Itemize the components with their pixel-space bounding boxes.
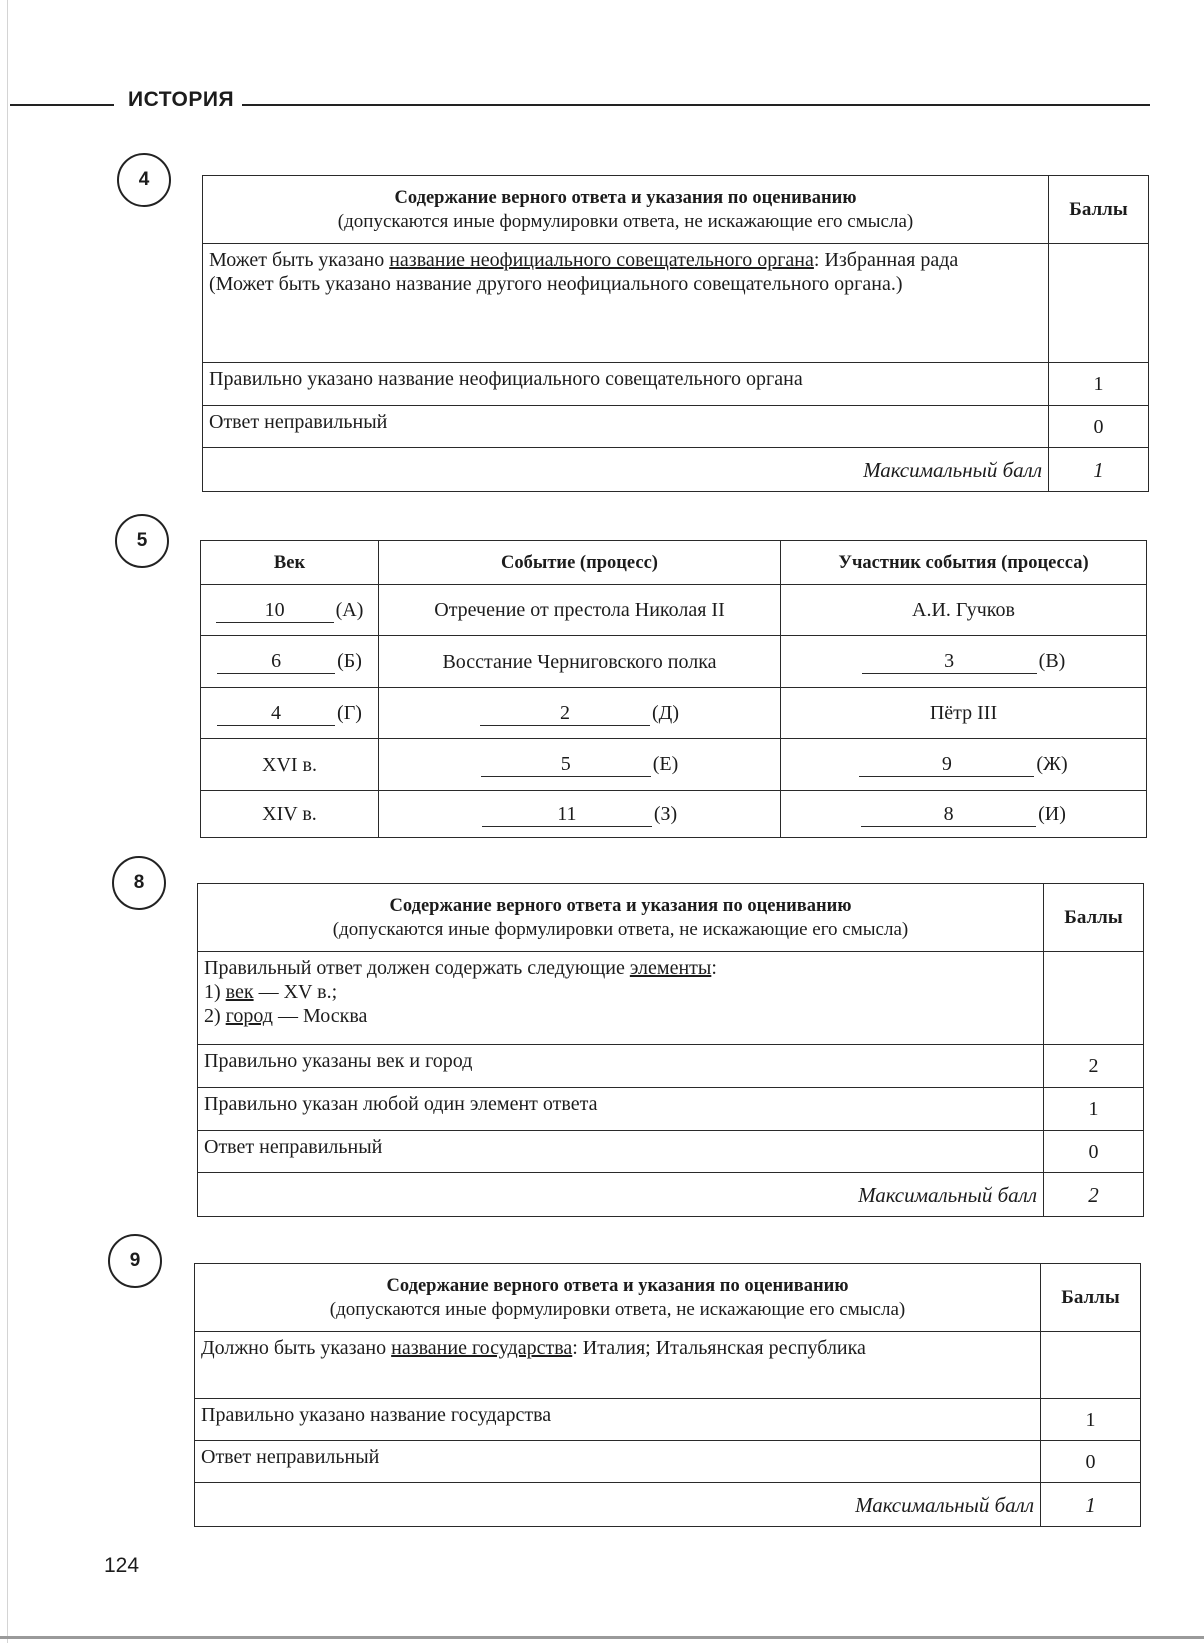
- answer-label: (Д): [652, 701, 679, 724]
- task-4-number: 4: [117, 153, 171, 207]
- max-score-row: [195, 1483, 1141, 1527]
- century-cell: [201, 688, 379, 739]
- answer-item-key: век: [225, 981, 254, 1003]
- answer-blank: 11: [482, 804, 652, 827]
- answer-content: [195, 1332, 1041, 1399]
- max-score-value: 1: [1049, 448, 1149, 492]
- criterion-row: [195, 1441, 1141, 1483]
- max-score-label: Максимальный балл: [195, 1483, 1041, 1527]
- max-score-row: [198, 1173, 1144, 1217]
- criterion-row: [198, 1045, 1144, 1088]
- table-header-row: [195, 1264, 1141, 1332]
- criterion-score: 0: [1049, 406, 1149, 448]
- answer-value: : Италия; Итальянская республика: [572, 1337, 866, 1359]
- criterion-score: 1: [1041, 1399, 1141, 1441]
- task-4-table: [202, 175, 1149, 492]
- criteria-header: [195, 1264, 1041, 1332]
- table-row: [201, 636, 1147, 688]
- event-cell: [379, 791, 781, 838]
- answer-blank: 2: [480, 703, 650, 726]
- answer-label: (А): [335, 598, 364, 621]
- criteria-note: (допускаются иные формулировки ответа, не искажающие его смысла): [329, 1298, 906, 1320]
- task-8-number: 8: [112, 856, 166, 910]
- answer-label: (В): [1038, 650, 1066, 672]
- participant-cell: [781, 791, 1147, 838]
- answer-label: (З): [653, 802, 678, 825]
- answer-row: [195, 1332, 1141, 1399]
- criterion-text: Ответ неправильный: [198, 1131, 1044, 1173]
- table-header-row: [198, 884, 1144, 952]
- century-cell: [201, 585, 379, 636]
- criterion-score: 1: [1044, 1088, 1144, 1131]
- answer-row: [203, 244, 1149, 363]
- answer-label: (И): [1038, 802, 1066, 825]
- answer-label: (Ж): [1036, 753, 1068, 775]
- header-rule-left: [10, 104, 114, 106]
- criterion-score: 0: [1044, 1131, 1144, 1173]
- points-header: Баллы: [1049, 176, 1149, 244]
- event-cell: [379, 739, 781, 791]
- answer-label: (Б): [337, 650, 362, 672]
- answer-intro-end: :: [711, 957, 717, 979]
- answer-key-term: название государства: [391, 1337, 573, 1359]
- answer-blank: 9: [859, 754, 1034, 777]
- answer-label: (Г): [337, 701, 362, 724]
- answer-content: [198, 952, 1044, 1045]
- table-row: [201, 688, 1147, 739]
- answer-blank: 3: [862, 651, 1037, 674]
- criterion-score: 0: [1041, 1441, 1141, 1483]
- criterion-row: [203, 363, 1149, 406]
- page-edge: [7, 0, 8, 1643]
- answer-item-number: 2): [204, 1005, 226, 1027]
- criterion-score: 2: [1044, 1045, 1144, 1088]
- criteria-title: Содержание верного ответа и указания по оцениванию: [389, 895, 852, 916]
- criteria-title: Содержание верного ответа и указания по оцениванию: [386, 1275, 849, 1296]
- participant-cell: А.И. Гучков: [781, 585, 1147, 636]
- answer-score-cell: [1049, 244, 1149, 363]
- answer-item-number: 1): [204, 981, 226, 1003]
- criterion-text: Правильно указан любой один элемент ответа: [198, 1088, 1044, 1131]
- answer-prefix: Может быть указано: [209, 249, 390, 271]
- event-cell: Отречение от престола Николая II: [379, 585, 781, 636]
- task-8-table: [197, 883, 1144, 1217]
- criterion-row: [198, 1088, 1144, 1131]
- task-5-number: 5: [115, 514, 169, 568]
- bottom-edge-line: [0, 1636, 1204, 1639]
- criterion-row: [203, 406, 1149, 448]
- century-cell: [201, 636, 379, 688]
- criterion-row: [195, 1399, 1141, 1441]
- answer-value: : Избранная рада: [813, 249, 959, 271]
- answer-blank: 5: [481, 754, 651, 777]
- answer-blank: 6: [217, 651, 335, 674]
- subject-title: ИСТОРИЯ: [128, 88, 235, 111]
- criterion-score: 1: [1049, 363, 1149, 406]
- event-cell: [379, 688, 781, 739]
- max-score-label: Максимальный балл: [198, 1173, 1044, 1217]
- header-rule-right: [242, 104, 1150, 106]
- table-row: [201, 739, 1147, 791]
- max-score-label: Максимальный балл: [203, 448, 1049, 492]
- participant-cell: [781, 739, 1147, 791]
- criteria-header: [203, 176, 1049, 244]
- answer-note: (Может быть указано название другого неофициального совещательного органа.): [209, 273, 903, 295]
- criterion-text: Ответ неправильный: [203, 406, 1049, 448]
- answer-label: (Е): [652, 753, 679, 775]
- criteria-title: Содержание верного ответа и указания по оцениванию: [394, 187, 857, 208]
- table-row: [201, 791, 1147, 838]
- answer-content: [203, 244, 1049, 363]
- answer-row: [198, 952, 1144, 1045]
- header-event: Событие (процесс): [379, 541, 781, 585]
- answer-score-cell: [1044, 952, 1144, 1045]
- century-cell: XIV в.: [201, 791, 379, 838]
- max-score-value: 2: [1044, 1173, 1144, 1217]
- answer-blank: 10: [216, 600, 334, 623]
- task-9-table: [194, 1263, 1141, 1527]
- max-score-row: [203, 448, 1149, 492]
- participant-cell: [781, 636, 1147, 688]
- criteria-header: [198, 884, 1044, 952]
- answer-score-cell: [1041, 1332, 1141, 1399]
- table-header-row: [201, 541, 1147, 585]
- page-number: 124: [104, 1554, 140, 1577]
- criterion-text: Правильно указано название государства: [195, 1399, 1041, 1441]
- points-header: Баллы: [1044, 884, 1144, 952]
- answer-item-value: — Москва: [272, 1005, 368, 1027]
- criteria-note: (допускаются иные формулировки ответа, не искажающие его смысла): [332, 918, 909, 940]
- points-header: Баллы: [1041, 1264, 1141, 1332]
- criterion-text: Ответ неправильный: [195, 1441, 1041, 1483]
- task-9-number: 9: [108, 1234, 162, 1288]
- criterion-text: Правильно указаны век и город: [198, 1045, 1044, 1088]
- answer-key-term: элементы: [629, 957, 712, 979]
- max-score-value: 1: [1041, 1483, 1141, 1527]
- answer-blank: 4: [217, 703, 335, 726]
- table-header-row: [203, 176, 1149, 244]
- table-row: [201, 585, 1147, 636]
- participant-cell: Пётр III: [781, 688, 1147, 739]
- criterion-row: [198, 1131, 1144, 1173]
- task-5-table: [200, 540, 1147, 838]
- answer-prefix: Должно быть указано: [201, 1337, 392, 1359]
- answer-intro: Правильный ответ должен содержать следующие: [204, 957, 630, 979]
- header-participant: Участник события (процесса): [781, 541, 1147, 585]
- answer-blank: 8: [861, 804, 1036, 827]
- criteria-note: (допускаются иные формулировки ответа, не искажающие его смысла): [337, 210, 914, 232]
- answer-item-value: — XV в.;: [253, 981, 338, 1003]
- event-cell: Восстание Черниговского полка: [379, 636, 781, 688]
- criterion-text: Правильно указано название неофициального совещательного органа: [203, 363, 1049, 406]
- answer-item-key: город: [225, 1005, 273, 1027]
- header-century: Век: [201, 541, 379, 585]
- century-cell: XVI в.: [201, 739, 379, 791]
- answer-key-term: название неофициального совещательного органа: [389, 249, 814, 271]
